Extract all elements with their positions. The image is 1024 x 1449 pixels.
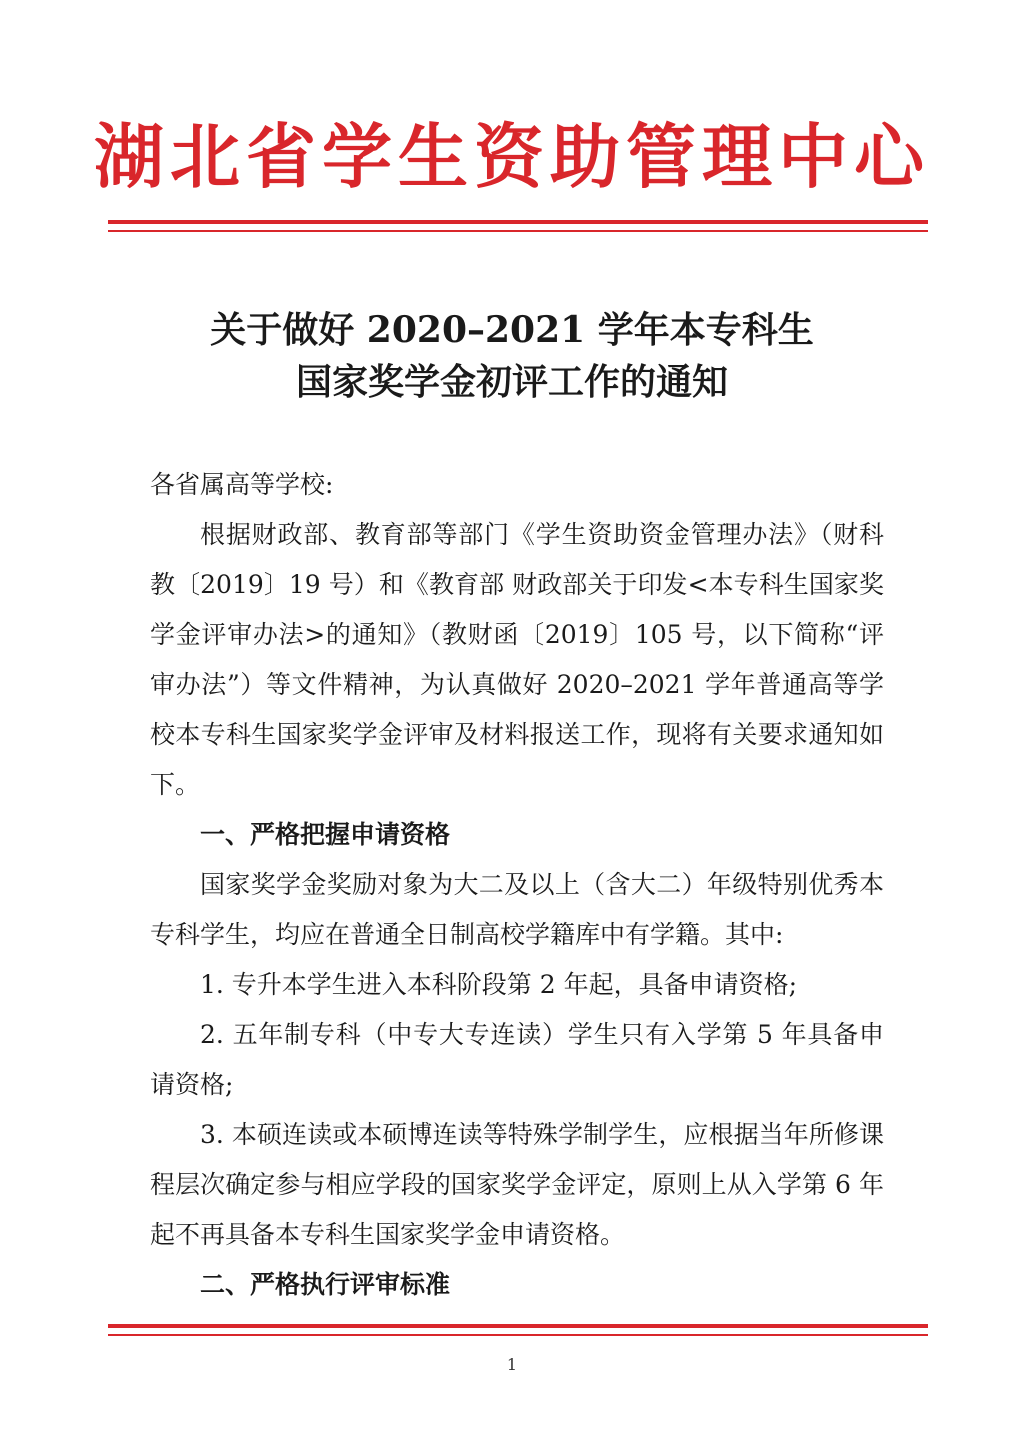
page-number: 1 (506, 1355, 518, 1374)
document-body (150, 460, 884, 1310)
letterhead-rule-thick (108, 220, 928, 224)
footer-rule-thin (108, 1334, 928, 1336)
section-1-heading: 一、严格把握申请资格 (200, 820, 451, 849)
section-2-heading: 二、严格执行评审标准 (200, 1270, 451, 1299)
list-item-3: 3. 本硕连读或本硕博连读等特殊学制学生，应根据当年所修课程层次确定参与相应学段的国家奖学金评定，原则上从入学第 6 年起不再具备本专科生国家奖学金申请资格。 (150, 1120, 884, 1249)
title-line-1: 关于做好 2020–2021 学年本专科生 (210, 309, 814, 351)
title-line-2: 国家奖学金初评工作的通知 (295, 361, 728, 403)
footer-rule-thick (108, 1324, 928, 1328)
salutation: 各省属高等学校: (150, 470, 334, 499)
document-title (0, 304, 1024, 408)
letterhead-rule-thin (108, 230, 928, 232)
list-item-2: 2. 五年制专科（中专大专连读）学生只有入学第 5 年具备申请资格; (150, 1020, 884, 1099)
intro-paragraph: 根据财政部、教育部等部门《学生资助资金管理办法》（财科教〔2019〕19 号）和《教育部 财政部关于印发<本专科生国家奖学金评审办法>的通知》（教财函〔2019〕105 号，以下简称“评审办法”）等文件精神，为认真做好 2020–2021 学年普通高等学校本专科生国家奖学金评审及材料报送工作，现将有关要求通知如下。 (150, 520, 884, 799)
list-item-1: 1. 专升本学生进入本科阶段第 2 年起，具备申请资格; (200, 970, 798, 999)
letterhead-org-name: 湖北省学生资助管理中心 (94, 116, 930, 198)
section-1-paragraph: 国家奖学金奖励对象为大二及以上（含大二）年级特别优秀本专科学生，均应在普通全日制高校学籍库中有学籍。其中: (150, 870, 884, 949)
